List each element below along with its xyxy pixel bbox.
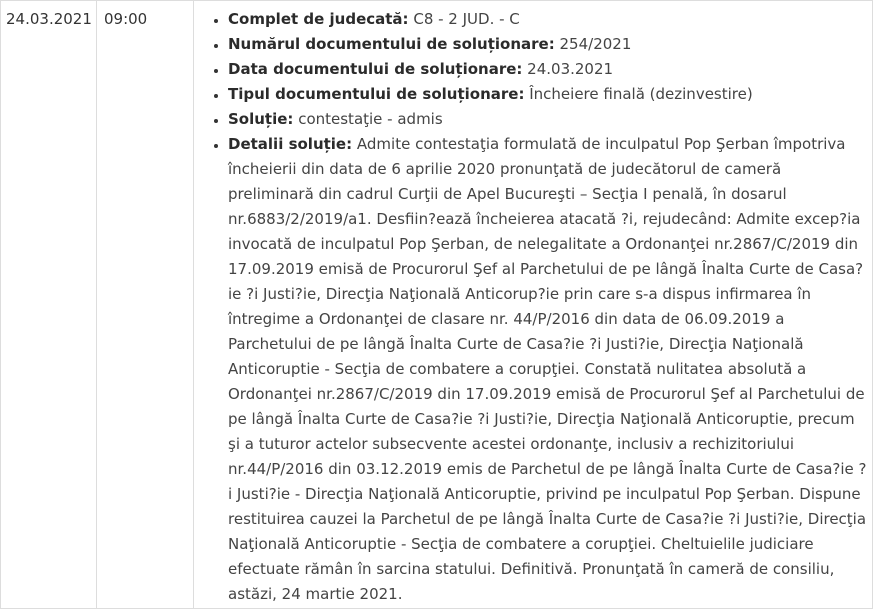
list-item-solution bbox=[228, 107, 868, 132]
hearing-date: 24.03.2021 bbox=[1, 1, 97, 609]
list-item-document-number bbox=[228, 32, 868, 57]
solution-details-list bbox=[204, 7, 868, 607]
field-label: Data documentului de soluționare: bbox=[228, 60, 523, 78]
field-value: 254/2021 bbox=[559, 35, 632, 53]
list-item-complet bbox=[228, 7, 868, 32]
hearing-time: 09:00 bbox=[97, 1, 194, 609]
field-label: Numărul documentului de soluționare: bbox=[228, 35, 555, 53]
list-item-solution-details bbox=[228, 132, 868, 607]
field-label: Detalii soluție: bbox=[228, 135, 353, 153]
table-row bbox=[1, 1, 873, 609]
field-value: C8 - 2 JUD. - C bbox=[413, 10, 520, 28]
solution-details-cell bbox=[194, 1, 873, 609]
field-value: Încheiere finală (dezinvestire) bbox=[529, 85, 753, 103]
field-value: Admite contestaţia formulată de inculpatul Pop Şerban împotriva încheierii din data de 6 aprilie 2020 pronunţată de judecătorul de cameră preliminară din cadrul Curţii de Apel Bucureşti – Secţia I penală, în dosarul nr.6883/2/2019/a1. Desfiin?ează încheierea atacată ?i, rejudecând: Admite excep?ia invocată de inculpatul Pop Şerban, de nelegalitate a Ordonanţei nr.2867/C/2019 din 17.09.2019 emisă de Procurorul Şef al Parchetului de pe lângă Înalta Curte de Casa?ie ?i Justi?ie, Direcţia Naţională Anticorup?ie prin care s-a dispus infirmarea în întregime a Ordonanţei de clasare nr. 44/P/2016 din data de 06.09.2019 a Parchetului de pe lângă Înalta Curte de Casa?ie ?i Justi?ie, Direcţia Naţională Anticoruptie - Secţia de combatere a corupţiei. Constată nulitatea absolută a Ordonanţei nr.2867/C/2019 din 17.09.2019 emisă de Procurorul Şef al Parchetului de pe lângă Înalta Curte de Casa?ie ?i Justi?ie, Direcţia Naţională Anticoruptie, precum şi a tuturor actelor subsecvente acestei ordonanţe, inclusiv a rechizitoriului nr.44/P/2016 din 03.12.2019 emis de Parchetul de pe lângă Înalta Curte de Casa?ie ?i Justi?ie - Direcţia Naţională Anticoruptie, privind pe inculpatul Pop Şerban. Dispune restituirea cauzei la Parchetul de pe lângă Înalta Curte de Casa?ie ?i Justi?ie, Direcţia Naţională Anticoruptie - Secţia de combatere a corupţiei. Cheltuielile judiciare efectuate rămân în sarcina statului. Definitivă. Pronunţată în cameră de consiliu, astăzi, 24 martie 2021. bbox=[228, 135, 867, 603]
field-value: 24.03.2021 bbox=[527, 60, 614, 78]
field-label: Soluție: bbox=[228, 110, 294, 128]
list-item-document-type bbox=[228, 82, 868, 107]
list-item-document-date bbox=[228, 57, 868, 82]
field-label: Tipul documentului de soluționare: bbox=[228, 85, 525, 103]
field-label: Complet de judecată: bbox=[228, 10, 409, 28]
field-value: contestaţie - admis bbox=[298, 110, 443, 128]
